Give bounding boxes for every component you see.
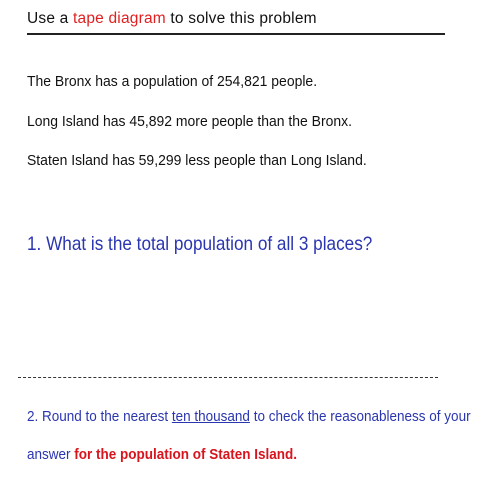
problem-line-bronx: The Bronx has a population of 254,821 people. xyxy=(27,73,318,90)
question-2-line2-prefix: answer xyxy=(27,446,71,463)
instruction-heading xyxy=(27,10,445,35)
question-2-bold-text: for the population of Staten Island. xyxy=(74,446,298,463)
problem-line-long-island: Long Island has 45,892 more people than the Bronx. xyxy=(27,113,352,130)
instruction-highlight: tape diagram xyxy=(73,10,166,27)
section-divider xyxy=(18,377,438,378)
question-1: 1. What is the total population of all 3 places? xyxy=(27,233,373,255)
instruction-prefix: Use a xyxy=(27,10,69,27)
question-2-underlined: ten thousand xyxy=(171,408,250,425)
question-2-suffix: to check the reasonableness of your xyxy=(253,408,471,425)
question-2-line-1 xyxy=(27,408,471,425)
question-2-prefix: 2. Round to the nearest xyxy=(27,408,169,425)
instruction-suffix: to solve this problem xyxy=(170,10,317,27)
problem-line-staten-island: Staten Island has 59,299 less people than Long Island. xyxy=(27,152,367,169)
question-2-line-2 xyxy=(27,446,297,463)
